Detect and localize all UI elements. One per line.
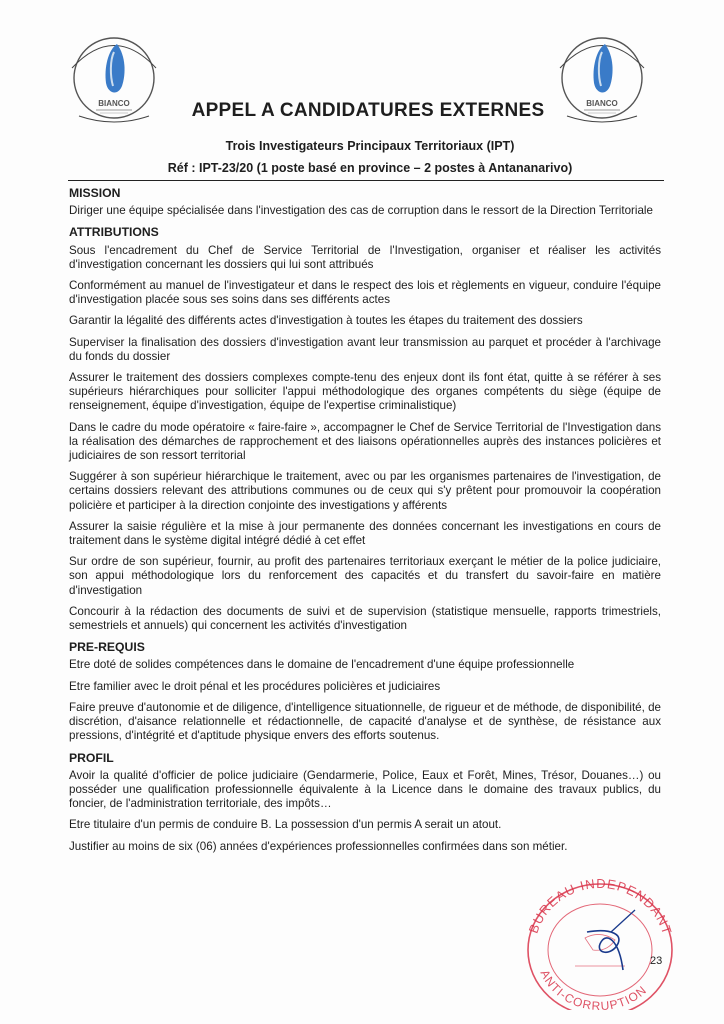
attribution-item: Dans le cadre du mode opératoire « faire-faire », accompagner le Chef de Service Territorial de l'Investigation dans la réalisation des démarches de rapprochement et des liaisons opérationnelles auprès des instances policières et judiciaires de son ressort territorial [69,420,661,463]
attribution-item: Conformément au manuel de l'investigateur et dans le respect des lois et règlements en vigueur, conduire l'équipe d'investigation placée sous ses soins dans ses différents actes [69,279,661,307]
profil-item: Justifier au moins de six (06) années d'expériences professionnelles confirmées dans son métier. [69,839,568,853]
attribution-item: Concourir à la rédaction des documents de suivi et de supervision (statistique mensuelle, rapports trimestriels, semestriels et annuels) qui concernent les activités d'investigation [69,604,661,633]
section-heading-prerequis: PRE-REQUIS [69,640,145,655]
attribution-item: Assurer la saisie régulière et la mise à jour permanente des données concernant les investigations en cours de traitement dans le système digital intégré dédié à cet effet [69,519,661,548]
logo-text-right: BIANCO [586,99,618,108]
svg-text:ANTI-CORRUPTION: ANTI-CORRUPTION [537,967,650,1010]
bianco-logo-left [64,28,164,128]
profil-item: Avoir la qualité d'officier de police judiciaire (Gendarmerie, Police, Eaux et Forêt, Mines, Trésor, Douanes…) ou posséder une qualification professionnelle équivalente à la Licence dans le domaine des travaux publics, du foncier, de l'administration territoriale, des impôts… [69,768,661,811]
svg-text:BUREAU INDEPENDANT: BUREAU INDEPENDANT [525,875,675,937]
attribution-item: Sous l'encadrement du Chef de Service Territorial de l'Investigation, organiser et réaliser les activités d'investigation concernant les dossiers qui lui sont attribués [69,243,661,271]
attribution-item: Assurer le traitement des dossiers complexes compte-tenu des enjeux dont ils font état, quitte à se référer à ses supérieurs hiérarchiques pour solliciter l'appui méthodologique des organes compétents du siège (équipe de renseignement, équipe d'investigation, équipe de l'expertise criminalistique) [69,371,661,413]
logo-text-left: BIANCO [98,99,130,108]
attribution-item: Garantir la légalité des différents actes d'investigation à toutes les étapes du traitement des dossiers [69,314,583,328]
document-title: APPEL A CANDIDATURES EXTERNES [191,100,545,121]
section-heading-mission: MISSION [69,186,121,200]
position-title: Trois Investigateurs Principaux Territoriaux (IPT) [225,139,515,153]
attribution-item: Sur ordre de son supérieur, fournir, au profit des partenaires territoriaux exerçant le métier de la police judiciaire, son appui méthodologique lors du renforcement des capacités et du transfert du savoir-faire en matière d'investigation [69,555,661,597]
prerequis-item: Etre doté de solides compétences dans le domaine de l'encadrement d'une équipe professionnelle [69,658,575,672]
attribution-item: Suggérer à son supérieur hiérarchique le traitement, avec ou par les organismes partenaires de l'investigation, de certains dossiers relevant des attributions communes ou de ceux qui s'y prêtent pour promouvoir la coopération policière et participer à la direction conjointe des investigations y afférents [69,470,661,512]
profil-item: Etre titulaire d'un permis de conduire B. La possession d'un permis A serait un atout. [69,818,502,832]
section-heading-profil: PROFIL [69,750,114,765]
mission-paragraph: Diriger une équipe spécialisée dans l'investigation des cas de corruption dans le ressort de la Direction Territoriale [69,204,653,218]
attribution-item: Superviser la finalisation des dossiers d'investigation avant leur transmission au parquet et procéder à l'archivage du fonds du dossier [69,335,661,363]
official-stamp [515,870,685,1010]
prerequis-item: Faire preuve d'autonomie et de diligence, d'intelligence situationnelle, de rigueur et de méthode, de disponibilité, de discrétion, d'aisance relationnelle et rédactionnelle, de capacité d'analyse et de synthèse, de résistance aux pressions, d'intégrité et d'aptitude physique envers des efforts soutenus. [69,700,661,743]
header-divider [68,180,664,181]
document-body [69,186,661,861]
prerequis-item: Etre familier avec le droit pénal et les procédures policières et judiciaires [69,679,441,693]
reference-line: Réf : IPT-23/20 (1 poste basé en province – 2 postes à Antananarivo) [167,161,573,175]
page-number: 23 [650,955,663,967]
section-heading-attributions: ATTRIBUTIONS [69,225,159,240]
